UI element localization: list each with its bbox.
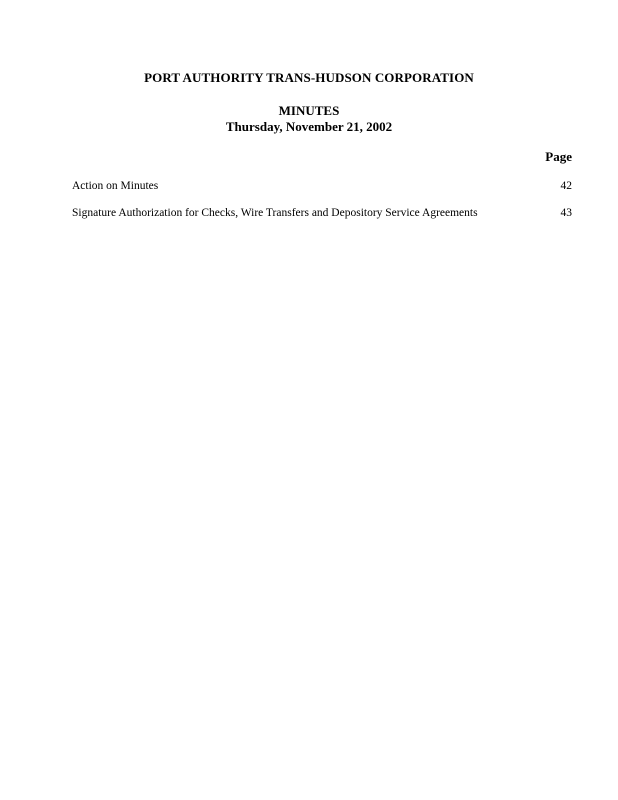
document-type-heading: MINUTES <box>278 103 340 118</box>
toc-entry-label: Signature Authorization for Checks, Wire Transfers and Depository Service Agreements <box>72 207 478 219</box>
table-of-contents <box>72 180 572 234</box>
toc-entry <box>72 207 572 234</box>
toc-entry <box>72 180 572 207</box>
toc-entry-page: 42 <box>560 180 572 192</box>
meeting-date: Thursday, November 21, 2002 <box>225 119 393 134</box>
toc-entry-page: 43 <box>560 207 572 219</box>
organization-title: PORT AUTHORITY TRANS-HUDSON CORPORATION <box>144 70 474 85</box>
page-column-header: Page <box>545 149 572 164</box>
toc-entry-label: Action on Minutes <box>72 180 159 192</box>
